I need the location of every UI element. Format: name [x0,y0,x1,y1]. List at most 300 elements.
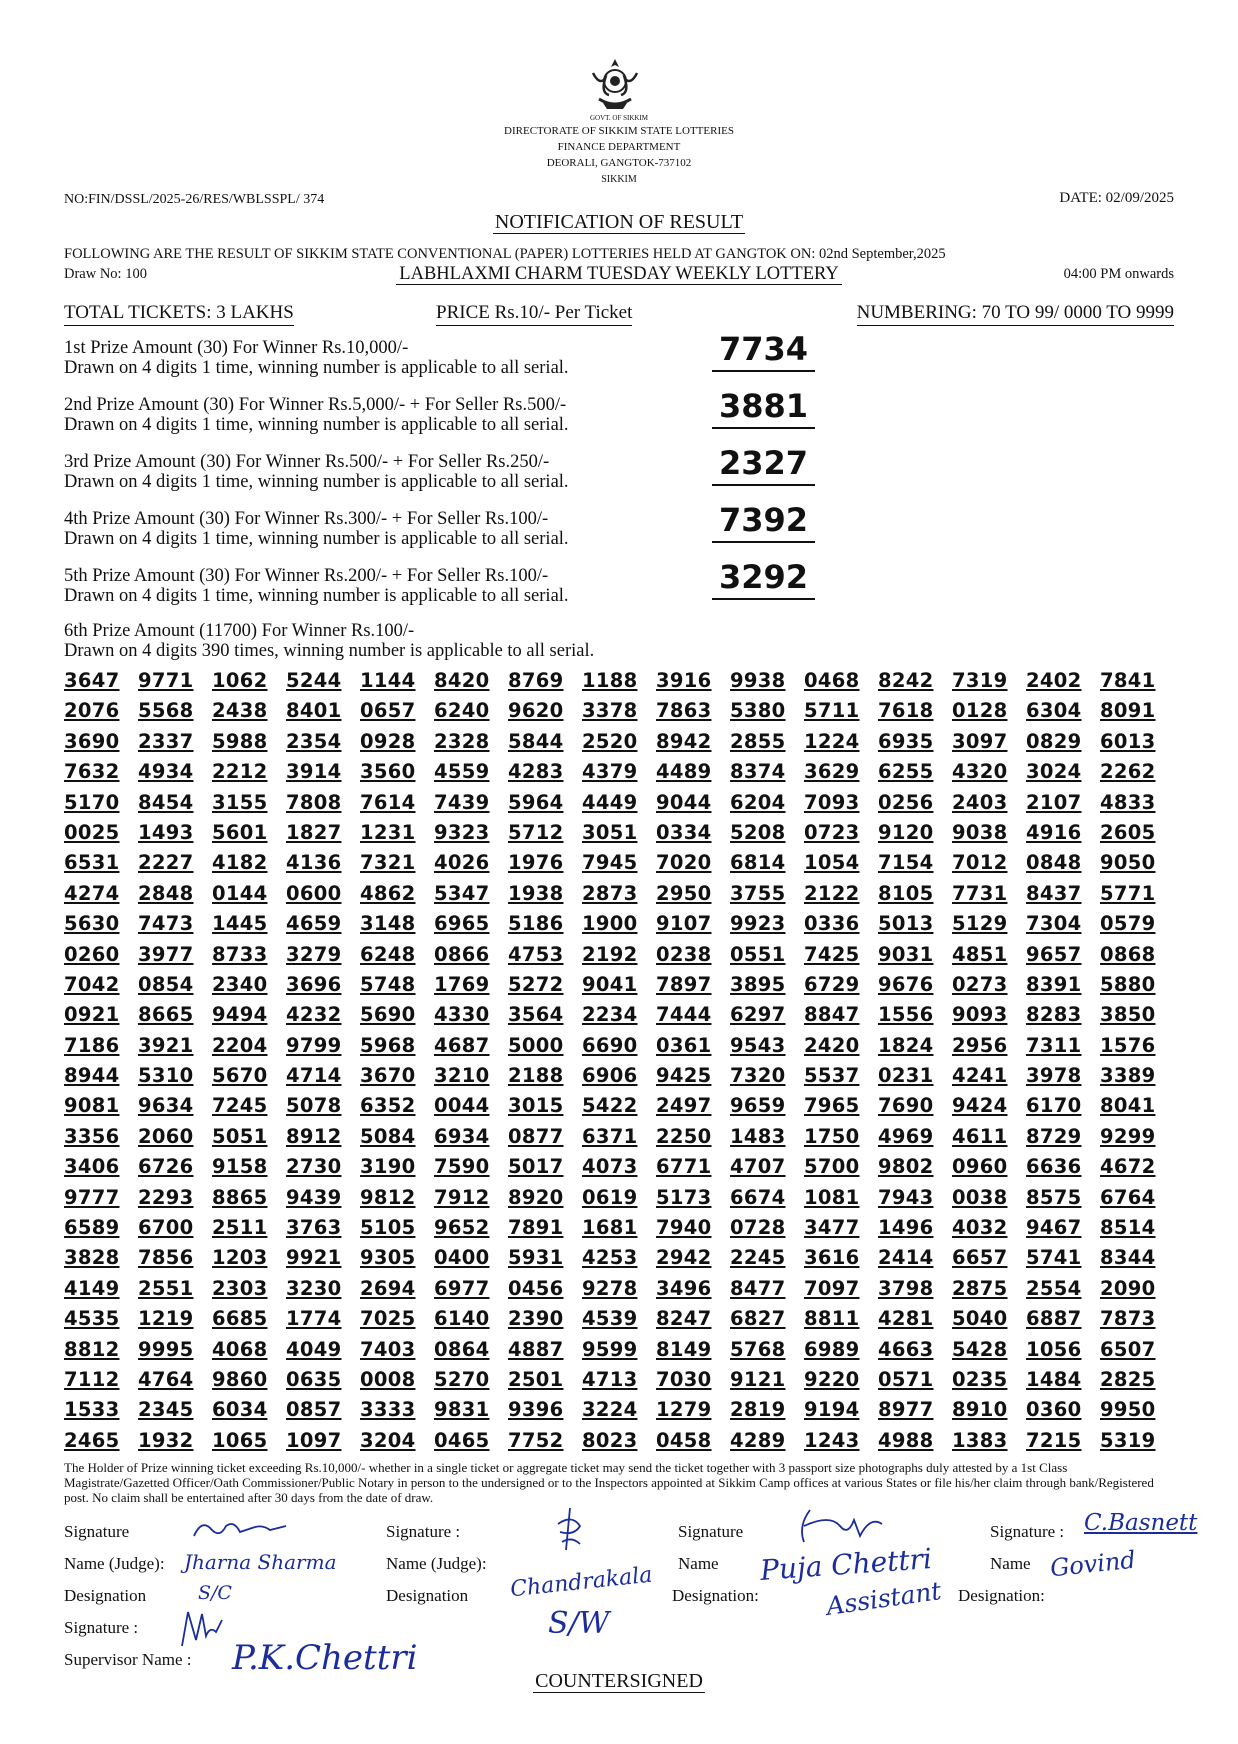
winning-number: 5078 [286,1094,342,1118]
winning-number: 8420 [434,669,490,692]
winning-number: 1065 [212,1428,268,1452]
prize-6-number-grid [64,669,1174,1459]
winning-number: 3690 [64,729,120,753]
winning-number: 6589 [64,1216,120,1240]
winning-number: 3560 [360,760,416,784]
winning-number: 3097 [952,729,1008,753]
winning-number: 4764 [138,1367,194,1391]
member3-name-label: Name [678,1554,719,1573]
winning-number: 7912 [434,1185,490,1209]
judge1-designation-handwritten: S/C [198,1582,232,1604]
winning-number: 2956 [952,1033,1008,1057]
supervisor-signature-label: Signature : [64,1618,139,1637]
winning-number: 4687 [434,1033,490,1057]
winning-number: 5040 [952,1307,1008,1331]
number-row [64,1338,1174,1368]
winning-number: 2345 [138,1398,194,1422]
winning-number: 0044 [434,1094,490,1118]
winning-number: 7311 [1026,1033,1082,1057]
judge2-name-handwritten: Chandrakala [509,1562,654,1603]
winning-number: 8942 [656,729,712,753]
winning-number: 8247 [656,1307,712,1331]
winning-number: 0619 [582,1185,638,1209]
winning-number: 8454 [138,790,194,814]
winning-number: 2122 [804,881,860,905]
winning-number: 7473 [138,912,194,936]
prize-6-text: 6th Prize Amount (11700) For Winner Rs.100/- Drawn on 4 digits 390 times, winning number is applicable to all serial. [64,621,595,661]
winning-number: 4969 [878,1124,934,1148]
winning-number: 6906 [582,1064,638,1088]
winning-number: 6248 [360,942,416,966]
winning-number: 3204 [360,1428,416,1452]
winning-number: 0571 [878,1367,934,1391]
member4-signature-handwritten: C.Basnett [1084,1510,1198,1536]
judge2-name-label: Name (Judge): [386,1554,487,1573]
winning-number: 5270 [434,1367,490,1391]
winning-number: 2227 [138,851,194,875]
winning-number: 8769 [508,669,564,692]
intro-text: FOLLOWING ARE THE RESULT OF SIKKIM STATE CONVENTIONAL (PAPER) LOTTERIES HELD AT GANGTOK ON: 02nd September,2025 [64,246,946,262]
winning-number: 6690 [582,1033,638,1057]
member4-designation-label: Designation: [958,1586,1045,1605]
judge1-signature-scribble [190,1516,290,1542]
winning-number: 4862 [360,881,416,905]
winning-number: 4713 [582,1367,638,1391]
winning-number: 3763 [286,1216,342,1240]
winning-number: 9050 [1100,851,1156,875]
winning-number: 0260 [64,942,120,966]
judge2-signature-scribble [552,1506,586,1554]
winning-number: 4320 [952,760,1008,784]
supervisor-name-label: Supervisor Name : [64,1650,192,1669]
winning-number: 8910 [952,1398,1008,1422]
number-row [64,821,1174,851]
winning-number: 2188 [508,1064,564,1088]
winning-number: 5768 [730,1337,786,1361]
winning-number: 8665 [138,1003,194,1027]
winning-number: 9305 [360,1246,416,1270]
winning-number: 0025 [64,820,120,844]
winning-number: 3670 [360,1064,416,1088]
winning-number: 9802 [878,1155,934,1179]
judge1-name-label: Name (Judge): [64,1554,165,1573]
winning-number: 4068 [212,1337,268,1361]
winning-number: 6240 [434,699,490,723]
prize-4-number: 7392 [712,499,815,543]
winning-number: 7940 [656,1216,712,1240]
winning-number: 9120 [878,820,934,844]
winning-number: 5700 [804,1155,860,1179]
winning-number: 0551 [730,942,786,966]
winning-number: 7320 [730,1064,786,1088]
draw-time: 04:00 PM onwards [1063,266,1174,282]
winning-number: 5084 [360,1124,416,1148]
winning-number: 2250 [656,1124,712,1148]
winning-number: 0723 [804,820,860,844]
winning-number: 8023 [582,1428,638,1452]
winning-number: 6204 [730,790,786,814]
winning-number: 2245 [730,1246,786,1270]
number-row [64,1398,1174,1428]
winning-number: 9081 [64,1094,120,1118]
winning-number: 7319 [952,669,1008,692]
winning-number: 4032 [952,1216,1008,1240]
winning-number: 7215 [1026,1428,1082,1452]
winning-number: 6827 [730,1307,786,1331]
winning-number: 4073 [582,1155,638,1179]
winning-number: 6531 [64,851,120,875]
winning-number: 2950 [656,881,712,905]
winning-number: 3477 [804,1216,860,1240]
member4-name-label: Name [990,1554,1031,1573]
member3-signature-scribble [790,1506,886,1546]
winning-number: 6764 [1100,1185,1156,1209]
winning-number: 4934 [138,760,194,784]
winning-number: 4449 [582,790,638,814]
winning-number: 0458 [656,1428,712,1452]
numbering-range: NUMBERING: 70 TO 99/ 0000 TO 9999 [857,302,1174,326]
winning-number: 2402 [1026,669,1082,692]
winning-number: 6034 [212,1398,268,1422]
winning-number: 1383 [952,1428,1008,1452]
winning-number: 5968 [360,1033,416,1057]
winning-number: 8391 [1026,972,1082,996]
winning-number: 0600 [286,881,342,905]
winning-number: 9093 [952,1003,1008,1027]
winning-number: 0866 [434,942,490,966]
winning-number: 6887 [1026,1307,1082,1331]
winning-number: 9424 [952,1094,1008,1118]
winning-number: 7245 [212,1094,268,1118]
prize-2-text: 2nd Prize Amount (30) For Winner Rs.5,000/- + For Seller Rs.500/- Drawn on 4 digits 1 time, winning number is applicable to all serial. [64,395,569,435]
winning-number: 6352 [360,1094,416,1118]
winning-number: 7042 [64,972,120,996]
winning-number: 1097 [286,1428,342,1452]
winning-number: 1576 [1100,1033,1156,1057]
winning-number: 3828 [64,1246,120,1270]
winning-number: 7425 [804,942,860,966]
winning-number: 0921 [64,1003,120,1027]
winning-number: 5931 [508,1246,564,1270]
winning-number: 2328 [434,729,490,753]
winning-number: 3155 [212,790,268,814]
winning-number: 0848 [1026,851,1082,875]
winning-number: 4241 [952,1064,1008,1088]
winning-number: 2340 [212,972,268,996]
winning-number: 2855 [730,729,786,753]
winning-number: 8847 [804,1003,860,1027]
winning-number: 9031 [878,942,934,966]
winning-number: 3015 [508,1094,564,1118]
winning-number: 3564 [508,1003,564,1027]
winning-number: 2942 [656,1246,712,1270]
winning-number: 2694 [360,1276,416,1300]
winning-number: 2234 [582,1003,638,1027]
winning-number: 2825 [1100,1367,1156,1391]
winning-number: 3224 [582,1398,638,1422]
winning-number: 9995 [138,1337,194,1361]
winning-number: 0238 [656,942,712,966]
winning-number: 0960 [952,1155,1008,1179]
winning-number: 1824 [878,1033,934,1057]
winning-number: 1750 [804,1124,860,1148]
judge1-name-handwritten: Jharna Sharma [184,1550,337,1574]
winning-number: 6371 [582,1124,638,1148]
winning-number: 2354 [286,729,342,753]
winning-number: 5712 [508,820,564,844]
winning-number: 4535 [64,1307,120,1331]
winning-number: 4707 [730,1155,786,1179]
prize-5-text: 5th Prize Amount (30) For Winner Rs.200/- + For Seller Rs.100/- Drawn on 4 digits 1 time, winning number is applicable to all serial. [64,566,569,606]
winning-number: 6965 [434,912,490,936]
number-row [64,1216,1174,1246]
winning-number: 2293 [138,1185,194,1209]
winning-number: 5380 [730,699,786,723]
winning-number: 4833 [1100,790,1156,814]
winning-number: 4289 [730,1428,786,1452]
winning-number: 9652 [434,1216,490,1240]
winning-number: 1900 [582,912,638,936]
member4-name-handwritten: Govind [1048,1545,1137,1583]
winning-number: 4887 [508,1337,564,1361]
winning-number: 4611 [952,1124,1008,1148]
winning-number: 4714 [286,1064,342,1088]
winning-number: 7012 [952,851,1008,875]
winning-number: 3389 [1100,1064,1156,1088]
winning-number: 9831 [434,1398,490,1422]
winning-number: 2520 [582,729,638,753]
winning-number: 0231 [878,1064,934,1088]
winning-number: 9158 [212,1155,268,1179]
winning-number: 2090 [1100,1276,1156,1300]
winning-number: 9439 [286,1185,342,1209]
winning-number: 0400 [434,1246,490,1270]
winning-number: 4283 [508,760,564,784]
winning-number: 0868 [1100,942,1156,966]
winning-number: 2873 [582,881,638,905]
winning-number: 6989 [804,1337,860,1361]
winning-number: 3850 [1100,1003,1156,1027]
winning-number: 8944 [64,1064,120,1088]
winning-number: 1054 [804,851,860,875]
winning-number: 3496 [656,1276,712,1300]
winning-number: 7439 [434,790,490,814]
winning-number: 2414 [878,1246,934,1270]
winning-number: 5319 [1100,1428,1156,1452]
winning-number: 6657 [952,1246,1008,1270]
state-emblem-icon [585,55,645,113]
number-row [64,730,1174,760]
winning-number: 3895 [730,972,786,996]
winning-number: 0468 [804,669,860,692]
member3-designation-handwritten: Assistant [824,1576,944,1621]
winning-number: 9938 [730,669,786,692]
number-row [64,1186,1174,1216]
number-row [64,1094,1174,1124]
winning-number: 4916 [1026,820,1082,844]
winning-number: 0273 [952,972,1008,996]
winning-number: 2204 [212,1033,268,1057]
winning-number: 5601 [212,820,268,844]
winning-number: 1056 [1026,1337,1082,1361]
number-row [64,851,1174,881]
winning-number: 9121 [730,1367,786,1391]
winning-number: 4988 [878,1428,934,1452]
draw-number: Draw No: 100 [64,266,147,282]
winning-number: 2511 [212,1216,268,1240]
winning-number: 2192 [582,942,638,966]
winning-number: 8920 [508,1185,564,1209]
winning-number: 0854 [138,972,194,996]
winning-number: 3914 [286,760,342,784]
number-row [64,699,1174,729]
winning-number: 9676 [878,972,934,996]
winning-number: 7731 [952,881,1008,905]
winning-number: 7403 [360,1337,416,1361]
winning-number: 0128 [952,699,1008,723]
winning-number: 6304 [1026,699,1082,723]
winning-number: 8344 [1100,1246,1156,1270]
winning-number: 1224 [804,729,860,753]
winning-number: 1483 [730,1124,786,1148]
govt-label: GOVT. OF SIKKIM [589,114,648,122]
winning-number: 2262 [1100,760,1156,784]
winning-number: 7618 [878,699,934,723]
winning-number: 4149 [64,1276,120,1300]
winning-number: 6685 [212,1307,268,1331]
number-row [64,1064,1174,1094]
winning-number: 7873 [1100,1307,1156,1331]
winning-number: 7690 [878,1094,934,1118]
winning-number: 6771 [656,1155,712,1179]
supervisor-signature-scribble [178,1606,226,1650]
winning-number: 0635 [286,1367,342,1391]
supervisor-name-handwritten: P.K.Chettri [232,1638,418,1678]
winning-number: 4672 [1100,1155,1156,1179]
winning-number: 9921 [286,1246,342,1270]
winning-number: 5741 [1026,1246,1082,1270]
winning-number: 2403 [952,790,1008,814]
winning-number: 6934 [434,1124,490,1148]
winning-number: 5000 [508,1033,564,1057]
winning-number: 8401 [286,699,342,723]
winning-number: 6636 [1026,1155,1082,1179]
winning-number: 9777 [64,1185,120,1209]
winning-number: 9494 [212,1003,268,1027]
winning-number: 9194 [804,1398,860,1422]
winning-number: 2819 [730,1398,786,1422]
winning-number: 7186 [64,1033,120,1057]
winning-number: 5051 [212,1124,268,1148]
winning-number: 6674 [730,1185,786,1209]
winning-number: 1203 [212,1246,268,1270]
winning-number: 4253 [582,1246,638,1270]
winning-number: 4136 [286,851,342,875]
winning-number: 3755 [730,881,786,905]
winning-number: 9041 [582,972,638,996]
winning-number: 8283 [1026,1003,1082,1027]
winning-number: 3916 [656,669,712,692]
winning-number: 3406 [64,1155,120,1179]
winning-number: 1932 [138,1428,194,1452]
winning-number: 5347 [434,881,490,905]
winning-number: 5129 [952,912,1008,936]
winning-number: 8977 [878,1398,934,1422]
winning-number: 6255 [878,760,934,784]
winning-number: 9923 [730,912,786,936]
winning-number: 3356 [64,1124,120,1148]
winning-number: 9599 [582,1337,638,1361]
winning-number: 4851 [952,942,1008,966]
winning-number: 6507 [1100,1337,1156,1361]
winning-number: 7304 [1026,912,1082,936]
winning-number: 4753 [508,942,564,966]
winning-number: 3279 [286,942,342,966]
state-name: SIKKIM [601,174,637,185]
prize-2-number: 3881 [712,385,815,429]
winning-number: 1774 [286,1307,342,1331]
winning-number: 9467 [1026,1216,1082,1240]
winning-number: 8912 [286,1124,342,1148]
winning-number: 2730 [286,1155,342,1179]
winning-number: 3978 [1026,1064,1082,1088]
winning-number: 4330 [434,1003,490,1027]
winning-number: 4232 [286,1003,342,1027]
winning-number: 0864 [434,1337,490,1361]
number-row [64,943,1174,973]
winning-number: 5537 [804,1064,860,1088]
winning-number: 8105 [878,881,934,905]
lottery-name: LABHLAXMI CHARM TUESDAY WEEKLY LOTTERY [0,264,1238,285]
winning-number: 1496 [878,1216,934,1240]
winning-number: 1769 [434,972,490,996]
winning-number: 0144 [212,881,268,905]
winning-number: 9657 [1026,942,1082,966]
winning-number: 2212 [212,760,268,784]
winning-number: 4182 [212,851,268,875]
ticket-price: PRICE Rs.10/- Per Ticket [436,302,632,326]
winning-number: 1681 [582,1216,638,1240]
winning-number: 0256 [878,790,934,814]
winning-number: 6726 [138,1155,194,1179]
winning-number: 0877 [508,1124,564,1148]
department-name: FINANCE DEPARTMENT [557,141,681,153]
winning-number: 2060 [138,1124,194,1148]
member4-signature-label: Signature : [990,1522,1065,1541]
winning-number: 2390 [508,1307,564,1331]
winning-number: 0008 [360,1367,416,1391]
winning-number: 8437 [1026,881,1082,905]
winning-number: 5422 [582,1094,638,1118]
winning-number: 4663 [878,1337,934,1361]
winning-number: 3333 [360,1398,416,1422]
winning-number: 8374 [730,760,786,784]
winning-number: 3051 [582,820,638,844]
address-line: DEORALI, GANGTOK-737102 [546,157,692,169]
winning-number: 9860 [212,1367,268,1391]
winning-number: 8242 [878,669,934,692]
winning-number: 7093 [804,790,860,814]
winning-number: 1279 [656,1398,712,1422]
winning-number: 1243 [804,1428,860,1452]
judge2-designation-label: Designation [386,1586,469,1605]
winning-number: 7097 [804,1276,860,1300]
winning-number: 5244 [286,669,342,692]
winning-number: 5771 [1100,881,1156,905]
winning-number: 0334 [656,820,712,844]
winning-number: 7891 [508,1216,564,1240]
winning-number: 7444 [656,1003,712,1027]
